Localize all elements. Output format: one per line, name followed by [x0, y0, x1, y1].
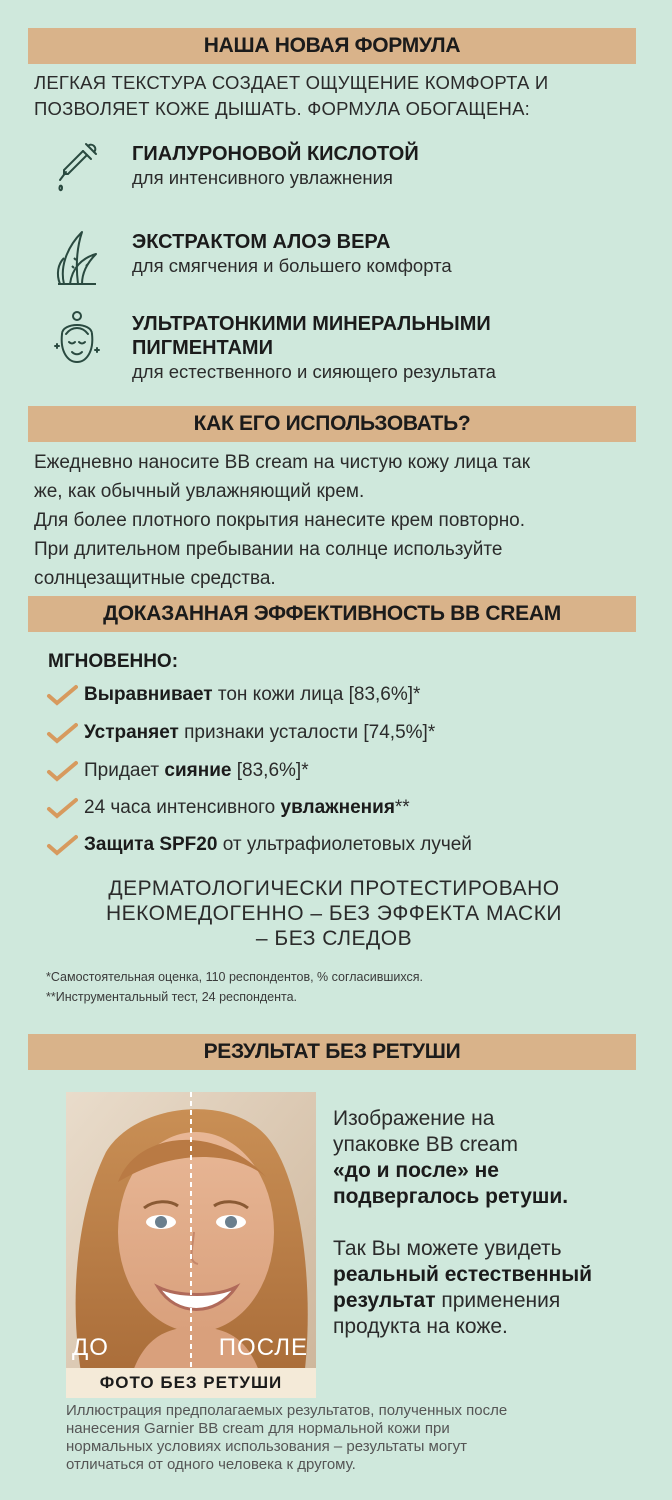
- claim-line: ДЕРМАТОЛОГИЧЕСКИ ПРОТЕСТИРОВАНО: [108, 877, 560, 900]
- checkmark-icon: [46, 684, 78, 706]
- result-line: продукта на коже.: [333, 1315, 508, 1338]
- face-icon: [52, 310, 102, 370]
- feature-title: ГИАЛУРОНОВОЙ КИСЛОТОЙ: [132, 143, 419, 165]
- checkmark-icon: [46, 722, 78, 744]
- efficacy-item: [46, 793, 410, 823]
- feature-subtitle: для естественного и сияющего результата: [132, 361, 496, 382]
- footnote: *Самостоятельная оценка, 110 респондентов, % согласившихся.: [46, 970, 423, 984]
- howto-text: [34, 448, 634, 593]
- claim-line: – БЕЗ СЛЕДОВ: [255, 927, 413, 950]
- result-line-bold: результат: [333, 1289, 436, 1312]
- howto-line: При длительном пребывании на солнце используйте: [34, 539, 503, 560]
- feature-subtitle: для интенсивного увлажнения: [132, 167, 393, 188]
- feature-title: ПИГМЕНТАМИ: [132, 337, 273, 359]
- item-text: **: [394, 797, 410, 818]
- result-line: Так Вы можете увидеть: [333, 1237, 562, 1260]
- item-bold: сияние: [164, 760, 232, 781]
- disclaimer-line: отличаться от одного человека к другому.: [66, 1456, 356, 1473]
- efficacy-item: [46, 830, 472, 860]
- result-line-bold: «до и после» не: [333, 1159, 499, 1182]
- photo-caption: ФОТО БЕЗ РЕТУШИ: [66, 1368, 316, 1398]
- dropper-icon: [52, 140, 102, 200]
- feature-hyaluronic: [52, 140, 632, 220]
- section-title-result: РЕЗУЛЬТАТ БЕЗ РЕТУШИ: [28, 1034, 636, 1070]
- checkmark-icon: [46, 797, 78, 819]
- aloe-icon: [52, 228, 102, 288]
- item-bold: Выравнивает: [84, 684, 213, 705]
- disclaimer: [66, 1402, 626, 1474]
- section-title-formula: НАША НОВАЯ ФОРМУЛА: [28, 28, 636, 64]
- item-text: 24 часа интенсивного: [84, 797, 281, 818]
- result-line-bold: подвергалось ретуши.: [333, 1185, 569, 1208]
- efficacy-label: МГНОВЕННО:: [48, 651, 179, 672]
- feature-title: УЛЬТРАТОНКИМИ МИНЕРАЛЬНЫМИ: [132, 313, 491, 335]
- section-title-efficacy: ДОКАЗАННАЯ ЭФФЕКТИВНОСТЬ BB CREAM: [28, 596, 636, 632]
- item-text: [83,6%]*: [231, 760, 309, 781]
- efficacy-item: [46, 680, 420, 710]
- after-label: ПОСЛЕ: [218, 1334, 308, 1361]
- result-paragraph-2: [333, 1236, 633, 1340]
- disclaimer-line: нормальных условиях использования – результаты могут: [66, 1438, 468, 1455]
- efficacy-item: [46, 718, 435, 748]
- intro-line: ПОЗВОЛЯЕТ КОЖЕ ДЫШАТЬ. ФОРМУЛА ОБОГАЩЕНА:: [34, 98, 530, 119]
- formula-intro: [34, 70, 634, 122]
- before-after-photo: [66, 1092, 316, 1398]
- efficacy-item: [46, 756, 309, 786]
- howto-line: Ежедневно наносите BB cream на чистую кожу лица так: [34, 452, 531, 473]
- item-text: Придает: [84, 760, 165, 781]
- disclaimer-line: Иллюстрация предполагаемых результатов, полученных после: [66, 1402, 508, 1419]
- item-text: признаки усталости [74,5%]*: [178, 722, 436, 743]
- result-paragraph-1: [333, 1106, 633, 1210]
- result-line: применения: [435, 1289, 561, 1312]
- item-bold: Устраняет: [84, 722, 179, 743]
- feature-pigments: [52, 310, 632, 382]
- section-title-howto: КАК ЕГО ИСПОЛЬЗОВАТЬ?: [28, 406, 636, 442]
- item-text: от ультрафиолетовых лучей: [217, 834, 472, 855]
- howto-line: солнцезащитные средства.: [34, 568, 276, 589]
- feature-aloe: [52, 228, 632, 308]
- item-bold: Защита SPF20: [84, 834, 218, 855]
- checkmark-icon: [46, 834, 78, 856]
- result-line: Изображение на: [333, 1107, 495, 1130]
- howto-line: Для более плотного покрытия нанесите крем повторно.: [34, 510, 526, 531]
- howto-line: же, как обычный увлажняющий крем.: [34, 481, 365, 502]
- feature-subtitle: для смягчения и большего комфорта: [132, 255, 452, 276]
- item-bold: увлажнения: [280, 797, 395, 818]
- feature-title: ЭКСТРАКТОМ АЛОЭ ВЕРА: [132, 231, 391, 253]
- checkmark-icon: [46, 760, 78, 782]
- result-line: упаковке BB cream: [333, 1133, 518, 1156]
- item-text: тон кожи лица [83,6%]*: [212, 684, 421, 705]
- claim-line: НЕКОМЕДОГЕННО – БЕЗ ЭФФЕКТА МАСКИ: [105, 902, 563, 925]
- before-label: ДО: [72, 1334, 109, 1361]
- result-line-bold: реальный естественный: [333, 1263, 593, 1286]
- footnote: **Инструментальный тест, 24 респондента.: [46, 990, 298, 1004]
- intro-line: ЛЕГКАЯ ТЕКСТУРА СОЗДАЕТ ОЩУЩЕНИЕ КОМФОРТА И: [34, 72, 549, 93]
- dermatology-claims: [34, 876, 634, 951]
- disclaimer-line: нанесения Garnier BB cream для нормальной кожи при: [66, 1420, 450, 1437]
